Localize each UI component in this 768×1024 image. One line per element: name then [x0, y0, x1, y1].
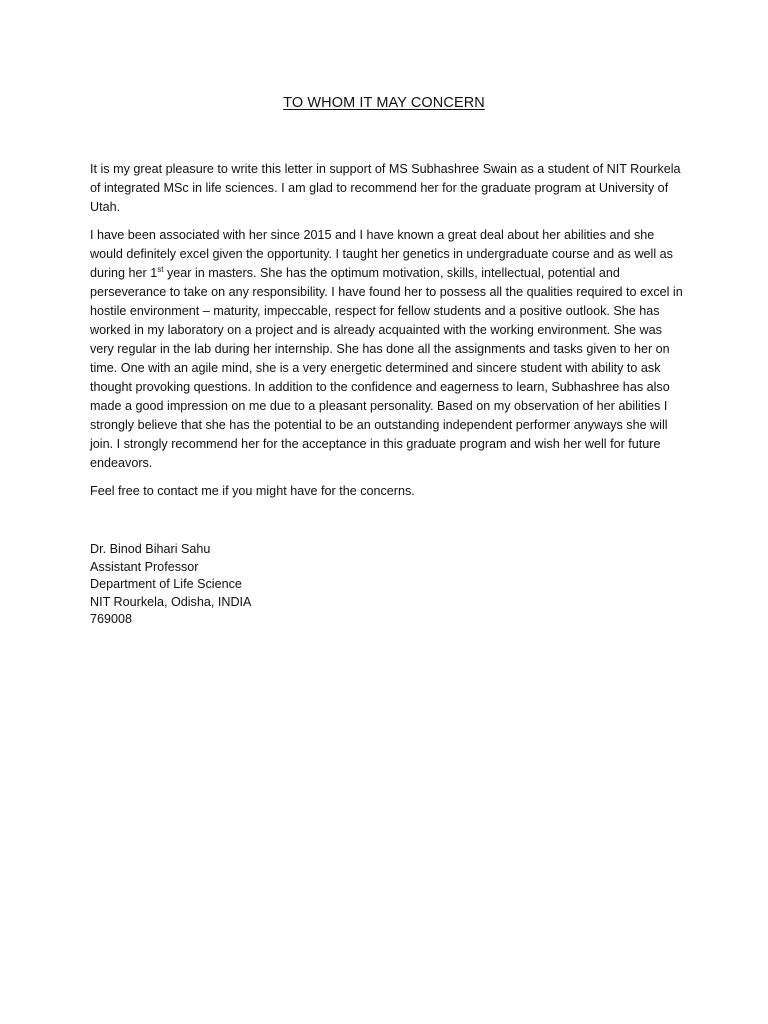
letter-body [90, 160, 685, 510]
signer-position: Assistant Professor [90, 559, 199, 574]
signer-department: Department of Life Science [90, 577, 242, 591]
signature-block [90, 541, 251, 629]
signer-name: Dr. Binod Bihari Sahu [90, 542, 211, 556]
ordinal-superscript: st [157, 265, 164, 274]
paragraph-recommendation [90, 226, 685, 473]
signer-institution: NIT Rourkela, Odisha, INDIA [90, 594, 252, 609]
signer-postal-code: 769008 [90, 612, 133, 626]
paragraph-introduction: It is my great pleasure to write this letter in support of MS Subhashree Swain as a student of NIT Rourkela of integrated MSc in life sciences. I am glad to recommend her for the graduate program at University of Utah. [90, 162, 681, 214]
paragraph-recommendation-part2: year in masters. She has the optimum motivation, skills, intellectual, potential and perseverance to take on any responsibility. I have found her to possess all the qualities required to excel in hostile environment – maturity, impeccable, respect for fellow students and a positive outlook. She has worked in my laboratory on a project and is already acquainted with the working environment. She was very regular in the lab during her internship. She has done all the assignments and tasks given to her on time. One with an agile mind, she is a very energetic determined and sincere student with ability to ask thought provoking questions. In addition to the confidence and eagerness to learn, Subhashree has also made a good impression on me due to a pleasant personality. Based on my observation of her abilities I strongly believe that she has the potential to be an outstanding independent performer anyways she will join. I strongly recommend her for the acceptance in this graduate program and wish her well for future endeavors. [90, 266, 683, 470]
letter-title [0, 95, 768, 111]
paragraph-recommendation-part1: I have been associated with her since 2015 and I have known a great deal about her abilities and she would definitely excel given the opportunity. I taught her genetics in undergraduate course and as well as during her 1 [90, 228, 673, 280]
letter-title-text: TO WHOM IT MAY CONCERN [283, 95, 485, 111]
paragraph-contact: Feel free to contact me if you might have for the concerns. [90, 484, 415, 498]
